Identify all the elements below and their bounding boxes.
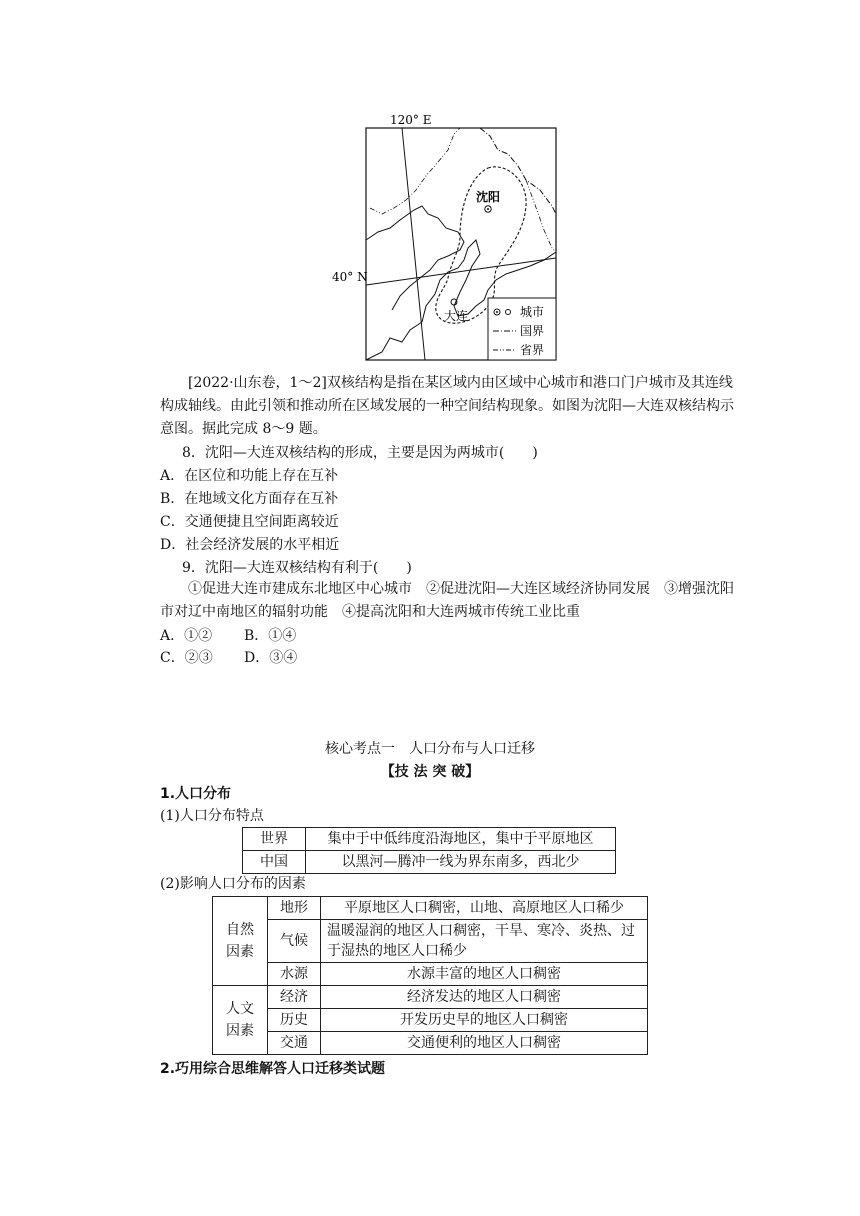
parallel-40N [366, 258, 556, 285]
table-cell-region: 世界 [243, 828, 306, 851]
legend-city-label: 城市 [520, 305, 545, 319]
q8-option-c: C．交通便捷且空间距离较近 [160, 514, 339, 530]
city-label-shenyang: 沈阳 [476, 190, 501, 204]
distribution-factors-table [212, 896, 648, 1055]
q9-statements: ①促进大连市建成东北地区中心城市 ②促进沈阳—大连区域经济协同发展 ③增强沈阳市对辽中南地区的辐射功能 ④提高沈阳和大连两城市传统工业比重 [160, 581, 734, 620]
table-cell-region: 中国 [243, 851, 306, 874]
q9-option-a: A．①② [160, 628, 213, 644]
factor-desc-cell: 交通便利的地区人口稠密 [321, 1032, 648, 1055]
question-intro-text: 双核结构是指在某区域内由区域中心城市和港口门户城市及其连线构成轴线。由此引领和推动所在区域发展的一种空间结构现象。如图为沈阳—大连双核结构示意图。据此完成 8～9 题。 [160, 375, 734, 437]
table-row [213, 963, 648, 986]
question-source: [2022·山东卷，1～2] [188, 375, 327, 391]
longitude-label: 120° E [390, 113, 432, 127]
q9-option-b: B．①④ [244, 628, 297, 644]
heading-migration-questions: 2.巧用综合思维解答人口迁移类试题 [160, 1061, 386, 1077]
meridian-120E [402, 128, 425, 360]
heading-distribution-features: (1)人口分布特点 [160, 808, 264, 824]
table-row [213, 1009, 648, 1032]
factor-cell: 气候 [268, 920, 321, 963]
table-cell-desc: 以黑河—腾冲一线为界东南多，西北少 [306, 851, 616, 874]
factor-desc-cell: 温暖湿润的地区人口稠密，干旱、寒冷、炎热、过于湿热的地区人口稀少 [321, 920, 648, 963]
city-label-dalian: 大连 [444, 309, 469, 323]
q9-option-d: D．③④ [244, 650, 298, 666]
q8-stem: 8．沈阳—大连双核结构的形成，主要是因为两城市( ) [182, 445, 538, 461]
q8-option-d: D．社会经济发展的水平相近 [160, 537, 340, 553]
factor-desc-cell: 经济发达的地区人口稠密 [321, 986, 648, 1009]
q9-options-row-2 [160, 648, 297, 668]
factor-cell: 水源 [268, 963, 321, 986]
table-row [243, 828, 616, 851]
factor-cell: 历史 [268, 1009, 321, 1032]
q8-option-a: A．在区位和功能上存在互补 [160, 468, 339, 484]
factor-desc-cell: 水源丰富的地区人口稠密 [321, 963, 648, 986]
table-row [213, 920, 648, 963]
heading-distribution-factors: (2)影响人口分布的因素 [160, 876, 306, 892]
heading-population-distribution: 1.人口分布 [160, 786, 232, 802]
factor-cell: 地形 [268, 897, 321, 920]
distribution-features-table [242, 827, 616, 874]
factor-cell: 经济 [268, 986, 321, 1009]
section-title: 核心考点一 人口分布与人口迁移 [325, 741, 535, 757]
factor-cell: 交通 [268, 1032, 321, 1055]
question-intro [160, 372, 740, 441]
map-legend [488, 298, 556, 360]
factor-desc-cell: 平原地区人口稠密，山地、高原地区人口稀少 [321, 897, 648, 920]
table-row [213, 897, 648, 920]
section-subtitle: 【技 法 突 破】 [380, 764, 480, 780]
legend-provincial-border-label: 省界 [520, 343, 545, 357]
q9-stem: 9．沈阳—大连双核结构有利于( ) [182, 560, 412, 576]
table-row [243, 851, 616, 874]
shenyang-dalian-map [330, 110, 560, 365]
table-row [213, 1032, 648, 1055]
latitude-label: 40° N [332, 270, 368, 284]
q9-options-row-1 [160, 626, 296, 646]
q9-option-c: C．②③ [160, 650, 213, 666]
legend-national-border-label: 国界 [520, 324, 545, 338]
category-human-factors: 人文因素 [213, 986, 268, 1055]
factor-desc-cell: 开发历史早的地区人口稠密 [321, 1009, 648, 1032]
category-natural-factors: 自然因素 [213, 897, 268, 986]
provincial-border [370, 128, 460, 214]
q8-option-b: B．在地域文化方面存在互补 [160, 491, 339, 507]
table-cell-desc: 集中于中低纬度沿海地区，集中于平原地区 [306, 828, 616, 851]
table-row [213, 986, 648, 1009]
